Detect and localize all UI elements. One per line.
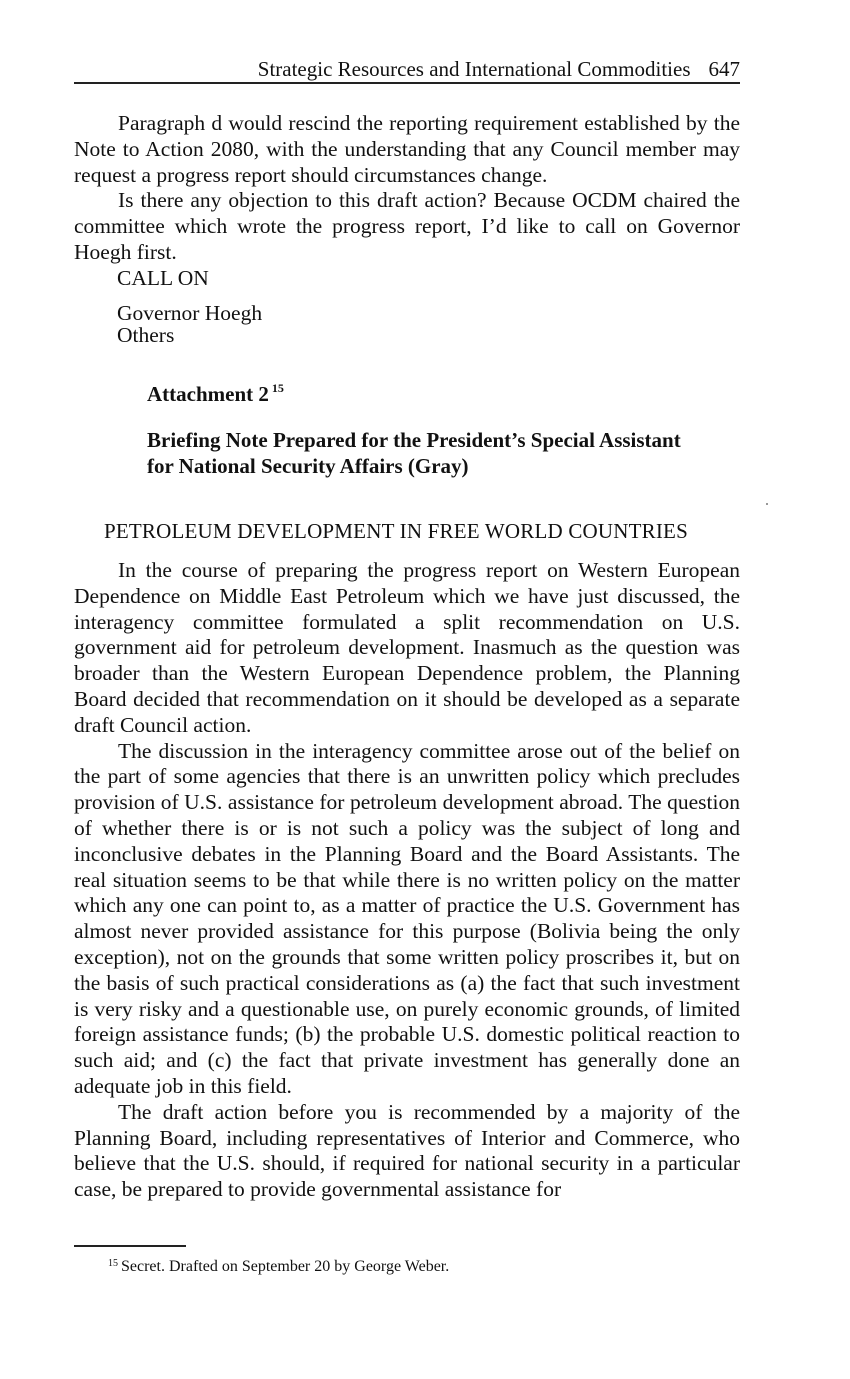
footnote [108, 1254, 449, 1277]
footnote-divider [74, 1245, 186, 1247]
paragraph-objection: Is there any objection to this draft action? Because OCDM chaired the committee which wrote the progress report, I’d like to call on Governor Hoegh first. [74, 188, 740, 264]
print-speck [766, 503, 768, 505]
paragraph-progress-report: In the course of preparing the progress report on Western European Dependence on Middle East Petroleum which we have just discussed, the interagency committee formulated a split recommendation on U.S. government aid for petroleum development. Inasmuch as the question was broader than the Western European Dependence problem, the Planning Board decided that recommendation on it should be developed as a separate draft Council action. [74, 558, 740, 737]
call-on-name: Governor Hoegh [117, 301, 263, 325]
call-on-label: CALL ON [117, 266, 209, 290]
paragraph-interagency-discussion: The discussion in the interagency committee arose out of the belief on the part of some agencies that there is an unwritten policy which precludes provision of U.S. assistance for petroleum development abroad. The question of whether there is or is not such a policy was the subject of long and inconclusive debates in the Planning Board and the Board Assistants. The real situation seems to be that while there is no written policy on the matter which any one can point to, as a matter of practice the U.S. Government has almost never provided assistance for this purpose (Bolivia being the only exception), not on the grounds that some written policy proscribes it, but on the basis of such practical considerations as (a) the fact that such investment is very risky and a questionable use, on purely economic grounds, of limited foreign assistance funds; (b) the probable U.S. domestic political reaction to such aid; and (c) the fact that private investment has generally done an adequate job in this field. [74, 738, 740, 1098]
footnote-reference: 15 [271, 381, 284, 395]
opening-text [74, 111, 740, 266]
briefing-note-heading [147, 427, 681, 479]
footnote-text: Secret. Drafted on September 20 by George Weber. [121, 1258, 450, 1275]
attachment-heading [147, 375, 284, 407]
running-head-title: Strategic Resources and International Commodities [257, 57, 691, 81]
running-head [74, 56, 740, 84]
attachment-title: Attachment 2 [147, 382, 269, 406]
paragraph-draft-action: The draft action before you is recommended by a majority of the Planning Board, including representatives of Interior and Commerce, who believe that the U.S. should, if required for national security in a particular case, be prepared to provide governmental assistance for [74, 1099, 740, 1202]
briefing-heading-line: for National Security Affairs (Gray) [147, 454, 469, 478]
section-text [74, 558, 740, 1203]
paragraph-rescind: Paragraph d would rescind the reporting requirement established by the Note to Action 2080, with the understanding that any Council member may request a progress report should circumstances change. [74, 111, 740, 187]
section-title: PETROLEUM DEVELOPMENT IN FREE WORLD COUNTRIES [104, 519, 688, 543]
footnote-number: 15 [108, 1258, 118, 1269]
briefing-heading-line: Briefing Note Prepared for the President’s Special Assistant [147, 428, 681, 452]
call-on-list [117, 302, 262, 346]
call-on-name: Others [117, 323, 175, 347]
page-number: 647 [708, 57, 740, 81]
